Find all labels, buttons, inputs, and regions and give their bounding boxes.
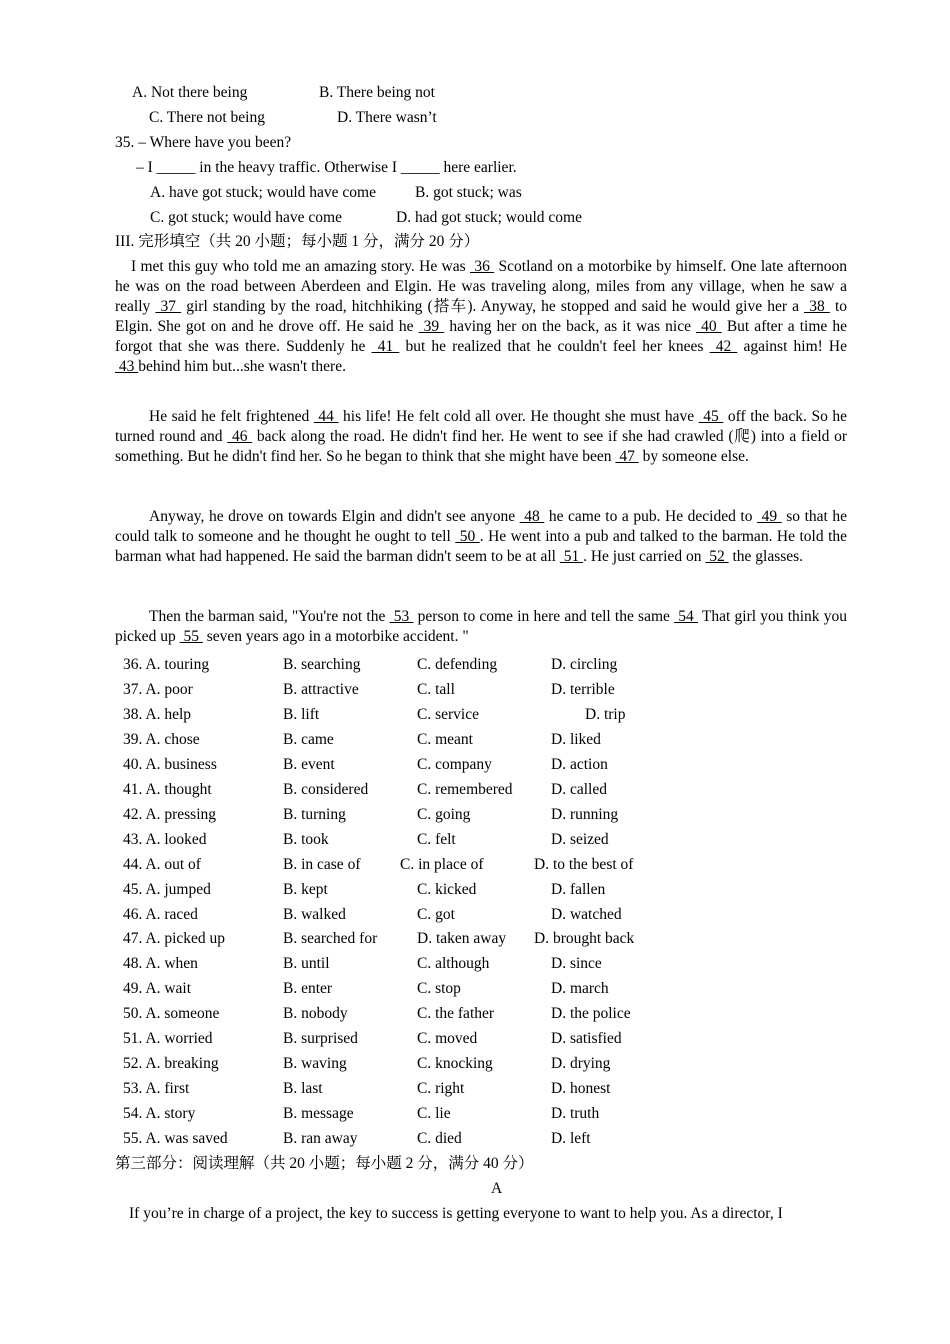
- question-option-d: D. seized: [551, 831, 609, 848]
- question-option-a: 51. A. worried: [123, 1030, 213, 1047]
- question-option-a: 47. A. picked up: [123, 930, 226, 947]
- question-option-a: 36. A. touring: [123, 656, 210, 673]
- question-option-a: 37. A. poor: [123, 681, 193, 698]
- passage-text: to Elgin. She got on and he drove off. He said he: [115, 298, 847, 335]
- question-option-c: C. the father: [417, 1005, 495, 1022]
- question-option-d: D. trip: [585, 706, 626, 723]
- passage-text: He said he felt frightened: [149, 408, 314, 425]
- passage-text: I met this guy who told me an amazing story. He was: [131, 258, 470, 275]
- q35-option-b: B. got stuck; was: [415, 184, 522, 201]
- question-option-c: C. died: [417, 1130, 462, 1147]
- question-option-b: B. event: [283, 756, 335, 773]
- passage-text: the glasses.: [728, 548, 804, 565]
- blank-50: 50: [455, 528, 480, 545]
- question-option-d: D. march: [551, 980, 609, 997]
- question-option-d: D. called: [551, 781, 607, 798]
- question-option-b: B. ran away: [283, 1130, 358, 1147]
- q34-option-b: B. There being not: [319, 84, 435, 101]
- question-option-d: D. drying: [551, 1055, 611, 1072]
- question-option-b: B. lift: [283, 706, 320, 723]
- passage-text: having her on the back, as it was nice: [444, 318, 697, 335]
- passage-paragraph-2: [115, 407, 847, 467]
- question-option-a: 54. A. story: [123, 1105, 196, 1122]
- q35-option-d: D. had got stuck; would come: [396, 209, 582, 226]
- passage-text: back along the road. He didn't find her. He went to see if she had crawled (爬) into a field or something. But he didn't find her. So he began to think that she might have been: [115, 428, 847, 465]
- passage-text: off the back. So he turned round and: [115, 408, 848, 445]
- passage-text: But after a time he forgot that she was there. Suddenly he: [115, 318, 848, 355]
- question-option-b: B. last: [283, 1080, 323, 1097]
- question-option-d: D. to the best of: [534, 856, 634, 873]
- question-option-d: D. fallen: [551, 881, 606, 898]
- passage-text: . He went into a pub and talked to the barman. He told the barman what had happened. He said the barman didn't seem to be at all: [115, 528, 847, 565]
- question-option-b: B. searching: [283, 656, 361, 673]
- blank-37: 37: [155, 298, 182, 315]
- question-option-d: D. the police: [551, 1005, 631, 1022]
- question-option-a: 46. A. raced: [123, 906, 198, 923]
- blank-38: 38: [804, 298, 830, 315]
- blank-41: 41: [371, 338, 400, 355]
- blank-52: 52: [705, 548, 729, 565]
- question-option-c: C. felt: [417, 831, 456, 848]
- question-option-b: B. walked: [283, 906, 346, 923]
- passage-text: against him! He: [737, 338, 847, 355]
- q35-option-c: C. got stuck; would have come: [150, 209, 342, 226]
- blank-53: 53: [389, 608, 414, 625]
- q34-option-a: A. Not there being: [132, 84, 248, 101]
- q34-option-c: C. There not being: [149, 109, 265, 126]
- question-option-c: C. tall: [417, 681, 455, 698]
- question-option-c: C. although: [417, 955, 490, 972]
- q35-reply: – I _____ in the heavy traffic. Otherwise I _____ here earlier.: [136, 159, 517, 176]
- passage-paragraph-1: [115, 257, 847, 377]
- passage-text: so that he could talk to someone and he thought he ought to tell: [115, 508, 848, 545]
- question-option-c: C. remembered: [417, 781, 513, 798]
- question-option-c: C. kicked: [417, 881, 477, 898]
- question-option-d: D. satisfied: [551, 1030, 622, 1047]
- question-option-c: D. taken away: [417, 930, 507, 947]
- question-option-b: B. enter: [283, 980, 333, 997]
- question-option-a: 41. A. thought: [123, 781, 212, 798]
- question-option-d: D. circling: [551, 656, 618, 673]
- question-option-c: C. going: [417, 806, 471, 823]
- question-option-c: C. in place of: [400, 856, 484, 873]
- passage-text: his life! He felt cold all over. He thought she must have: [338, 408, 699, 425]
- blank-44: 44: [313, 408, 339, 425]
- question-option-c: C. got: [417, 906, 455, 923]
- question-option-c: C. service: [417, 706, 479, 723]
- question-option-c: C. meant: [417, 731, 473, 748]
- passage-text: person to come in here and tell the same: [413, 608, 675, 625]
- question-option-b: B. considered: [283, 781, 369, 798]
- question-option-a: 48. A. when: [123, 955, 198, 972]
- question-option-d: D. brought back: [534, 930, 635, 947]
- blank-47: 47: [615, 448, 639, 465]
- question-option-b: B. came: [283, 731, 334, 748]
- question-option-d: D. terrible: [551, 681, 615, 698]
- question-option-b: B. nobody: [283, 1005, 348, 1022]
- question-option-a: 40. A. business: [123, 756, 217, 773]
- question-option-d: D. running: [551, 806, 619, 823]
- blank-45: 45: [698, 408, 724, 425]
- passage-text: Scotland on a motorbike by himself. One late afternoon he was on the road between Aberdeen and Elgin. He was traveling along, miles from any village, when he saw a really: [115, 258, 847, 315]
- blank-54: 54: [674, 608, 698, 625]
- reading-passage-start: If you’re in charge of a project, the key to success is getting everyone to want to help you. As a director, I: [129, 1205, 783, 1222]
- question-option-a: 39. A. chose: [123, 731, 200, 748]
- q35-option-a: A. have got stuck; would have come: [150, 184, 376, 201]
- question-option-a: 38. A. help: [123, 706, 192, 723]
- passage-text: Anyway, he drove on towards Elgin and didn't see anyone: [149, 508, 520, 525]
- question-option-b: B. surprised: [283, 1030, 358, 1047]
- question-option-a: 49. A. wait: [123, 980, 192, 997]
- question-option-b: B. attractive: [283, 681, 359, 698]
- passage-text: by someone else.: [638, 448, 749, 465]
- question-option-c: C. right: [417, 1080, 465, 1097]
- blank-55: 55: [179, 628, 203, 645]
- question-option-a: 45. A. jumped: [123, 881, 211, 898]
- blank-46: 46: [227, 428, 253, 445]
- question-option-a: 44. A. out of: [123, 856, 201, 873]
- blank-40: 40: [696, 318, 722, 335]
- question-option-d: D. honest: [551, 1080, 611, 1097]
- question-option-a: 42. A. pressing: [123, 806, 216, 823]
- passage-paragraph-3: [115, 507, 847, 567]
- passage-text: behind him but...she wasn't there.: [138, 358, 346, 375]
- question-option-d: D. liked: [551, 731, 601, 748]
- blank-36: 36: [470, 258, 495, 275]
- question-option-c: C. moved: [417, 1030, 478, 1047]
- passage-text: he came to a pub. He decided to: [544, 508, 758, 525]
- blank-49: 49: [757, 508, 782, 525]
- passage-paragraph-4: [115, 607, 847, 647]
- question-option-a: 43. A. looked: [123, 831, 207, 848]
- question-option-c: C. knocking: [417, 1055, 493, 1072]
- question-option-a: 52. A. breaking: [123, 1055, 219, 1072]
- question-option-b: B. kept: [283, 881, 328, 898]
- blank-42: 42: [709, 338, 738, 355]
- question-option-c: C. lie: [417, 1105, 451, 1122]
- question-option-b: B. waving: [283, 1055, 347, 1072]
- question-option-a: 50. A. someone: [123, 1005, 220, 1022]
- question-option-b: B. took: [283, 831, 329, 848]
- blank-51: 51: [559, 548, 584, 565]
- section-a-label: A: [491, 1180, 503, 1197]
- blank-43: 43: [115, 358, 139, 375]
- passage-text: Then the barman said, "You're not the: [149, 608, 390, 625]
- question-option-a: 53. A. first: [123, 1080, 190, 1097]
- question-option-c: C. stop: [417, 980, 461, 997]
- passage-text: seven years ago in a motorbike accident. ": [202, 628, 469, 645]
- part3-heading: 第三部分：阅读理解（共 20 小题；每小题 2 分，满分 40 分）: [115, 1155, 534, 1172]
- passage-text: That girl you think you picked up: [115, 608, 848, 645]
- question-option-b: B. searched for: [283, 930, 378, 947]
- question-option-a: 55. A. was saved: [123, 1130, 228, 1147]
- passage-text: but he realized that he couldn't feel her knees: [399, 338, 710, 355]
- question-option-d: D. truth: [551, 1105, 600, 1122]
- question-option-d: D. watched: [551, 906, 622, 923]
- question-option-b: B. in case of: [283, 856, 361, 873]
- question-option-c: C. company: [417, 756, 492, 773]
- q35-stem: 35. – Where have you been?: [115, 134, 292, 151]
- question-option-d: D. since: [551, 955, 602, 972]
- question-option-b: B. message: [283, 1105, 354, 1122]
- question-option-d: D. action: [551, 756, 608, 773]
- question-option-c: C. defending: [417, 656, 498, 673]
- question-option-b: B. until: [283, 955, 330, 972]
- question-option-d: D. left: [551, 1130, 591, 1147]
- question-option-b: B. turning: [283, 806, 346, 823]
- blank-48: 48: [519, 508, 545, 525]
- passage-text: . He just carried on: [583, 548, 706, 565]
- passage-text: girl standing by the road, hitchhiking (搭车). Anyway, he stopped and said he would give her a: [181, 298, 805, 315]
- section-heading-cloze: III. 完形填空（共 20 小题；每小题 1 分，满分 20 分）: [115, 233, 480, 250]
- blank-39: 39: [418, 318, 445, 335]
- q34-option-d: D. There wasn’t: [337, 109, 437, 126]
